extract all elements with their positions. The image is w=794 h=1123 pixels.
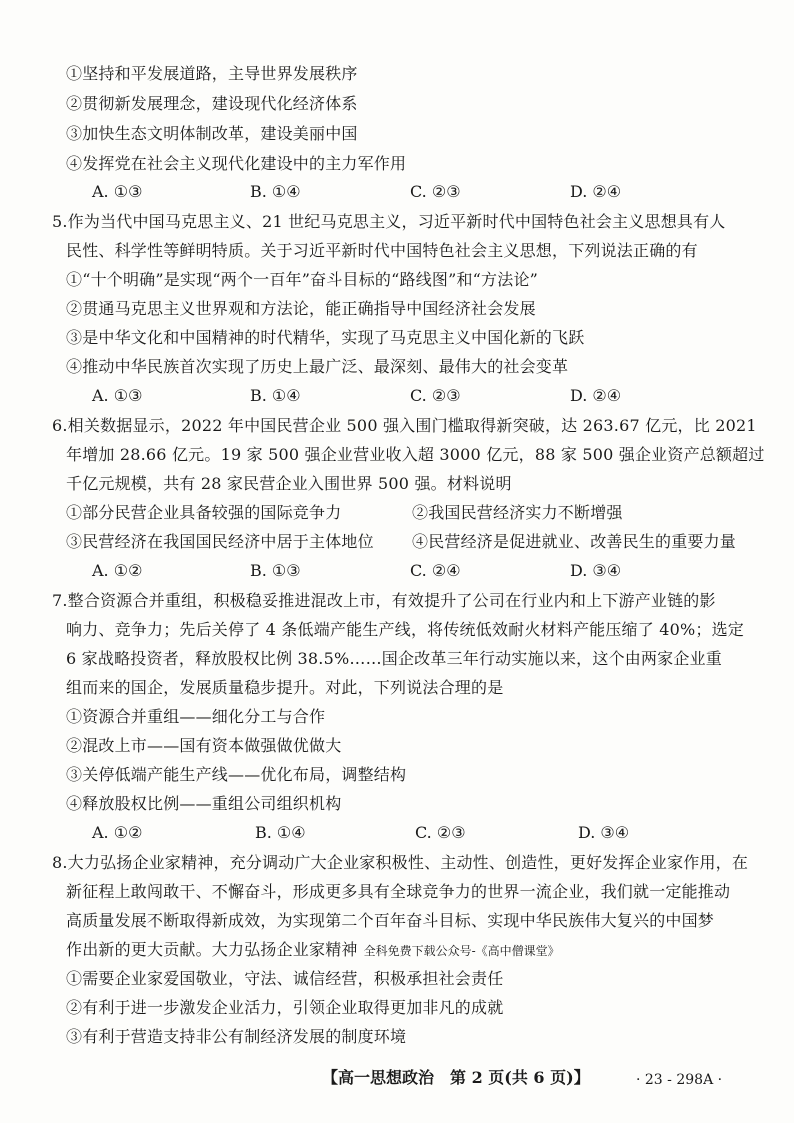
q8-stem-1: 8.大力弘扬企业家精神，充分调动广大企业家积极性、主动性、创造性，更好发挥企业家作用，在 [52,853,749,872]
q4-option-d[interactable]: D. ②④ [570,182,622,201]
q5-stem-1: 5.作为当代中国马克思主义、21 世纪马克思主义，习近平新时代中国特色社会主义思想具有人 [52,212,726,231]
q7-item-3: ③关停低端产能生产线——优化布局，调整结构 [66,765,407,784]
q5-item-3: ③是中华文化和中国精神的时代精华，实现了马克思主义中国化新的飞跃 [66,328,585,347]
q5-option-d[interactable]: D. ②④ [570,386,622,405]
q8-stem-4 [66,940,560,961]
q6-options [92,561,652,581]
q4-item-2: ②贯彻新发展理念，建设现代化经济体系 [66,94,358,113]
q8-item-2: ②有利于进一步激发企业活力，引领企业取得更加非凡的成就 [66,998,504,1017]
q5-stem-2: 民性、科学性等鲜明特质。关于习近平新时代中国特色社会主义思想，下列说法正确的有 [66,241,698,260]
q6-stem-2: 年增加 28.66 亿元。19 家 500 强企业营业收入超 3000 亿元，88 家 500 强企业资产总额超过 [66,445,765,464]
q6-option-c[interactable]: C. ②④ [410,561,461,580]
q7-item-2: ②混改上市——国有资本做强做优做大 [66,736,342,755]
q5-item-4: ④推动中华民族首次实现了历史上最广泛、最深刻、最伟大的社会变革 [66,357,569,376]
q7-option-b[interactable]: B. ①④ [255,823,306,842]
q6-item-2: ②我国民营经济实力不断增强 [412,503,623,522]
q7-option-d[interactable]: D. ③④ [578,823,630,842]
q6-option-a[interactable]: A. ①② [92,561,143,580]
q4-item-4: ④发挥党在社会主义现代化建设中的主力军作用 [66,154,407,173]
q8-stem-2: 新征程上敢闯敢干、不懈奋斗，形成更多具有全球竞争力的世界一流企业，我们就一定能推动 [66,882,731,901]
page-footer-title: 【高一思想政治 第 2 页(共 6 页)】 [322,1068,590,1087]
q8-item-1: ①需要企业家爱国敬业，守法、诚信经营，积极承担社会责任 [66,969,504,988]
q5-option-c[interactable]: C. ②③ [410,386,461,405]
q5-option-b[interactable]: B. ①④ [250,386,301,405]
q5-option-a[interactable]: A. ①③ [92,386,143,405]
q4-item-1: ①坚持和平发展道路，主导世界发展秩序 [66,64,358,83]
q7-option-a[interactable]: A. ①② [92,823,143,842]
q6-stem-3: 千亿元规模，共有 28 家民营企业入围世界 500 强。材料说明 [66,474,512,493]
q4-option-b[interactable]: B. ①④ [250,182,301,201]
q6-stem-1: 6.相关数据显示，2022 年中国民营企业 500 强入围门槛取得新突破，达 263.67 亿元，比 2021 [52,416,757,435]
q8-stem-3: 高质量发展不断取得新成效，为实现第二个百年奋斗目标、实现中华民族伟大复兴的中国梦 [66,911,715,930]
q4-option-a[interactable]: A. ①③ [92,182,143,201]
q6-item-3: ③民营经济在我国国民经济中居于主体地位 [66,532,374,551]
q7-option-c[interactable]: C. ②③ [415,823,466,842]
q7-item-4: ④释放股权比例——重组公司组织机构 [66,794,342,813]
q6-item-1: ①部分民营企业具备较强的国际竞争力 [66,503,342,522]
page-footer-code: · 23 - 298A · [636,1072,723,1088]
q7-stem-4: 组而来的国企，发展质量稳步提升。对此，下列说法合理的是 [66,678,504,697]
q7-stem-2: 响力、竞争力；先后关停了 4 条低端产能生产线，将传统低效耐火材料产能压缩了 40%；选定 [66,620,745,639]
watermark-text: 全科免费下载公众号-《高中僧课堂》 [363,944,560,958]
q4-item-3: ③加快生态文明体制改革，建设美丽中国 [66,124,358,143]
q8-stem-4-text: 作出新的更大贡献。大力弘扬企业家精神 [66,940,358,959]
q7-stem-3: 6 家战略投资者，释放股权比例 38.5%……国企改革三年行动实施以来，这个由两家企业重 [66,649,722,668]
q7-stem-1: 7.整合资源合并重组，积极稳妥推进混改上市，有效提升了公司在行业内和上下游产业链的影 [52,591,716,610]
q8-item-3: ③有利于营造支持非公有制经济发展的制度环境 [66,1027,407,1046]
q5-item-2: ②贯通马克思主义世界观和方法论，能正确指导中国经济社会发展 [66,299,536,318]
q7-options [92,823,652,843]
q5-options [92,386,652,406]
q6-option-d[interactable]: D. ③④ [570,561,622,580]
q4-option-c[interactable]: C. ②③ [410,182,461,201]
q7-item-1: ①资源合并重组——细化分工与合作 [66,707,326,726]
q5-item-1: ①“十个明确”是实现“两个一百年”奋斗目标的“路线图”和“方法论” [66,270,539,289]
q6-item-4: ④民营经济是促进就业、改善民生的重要力量 [412,532,737,551]
q6-option-b[interactable]: B. ①③ [250,561,301,580]
q4-options [92,182,652,202]
